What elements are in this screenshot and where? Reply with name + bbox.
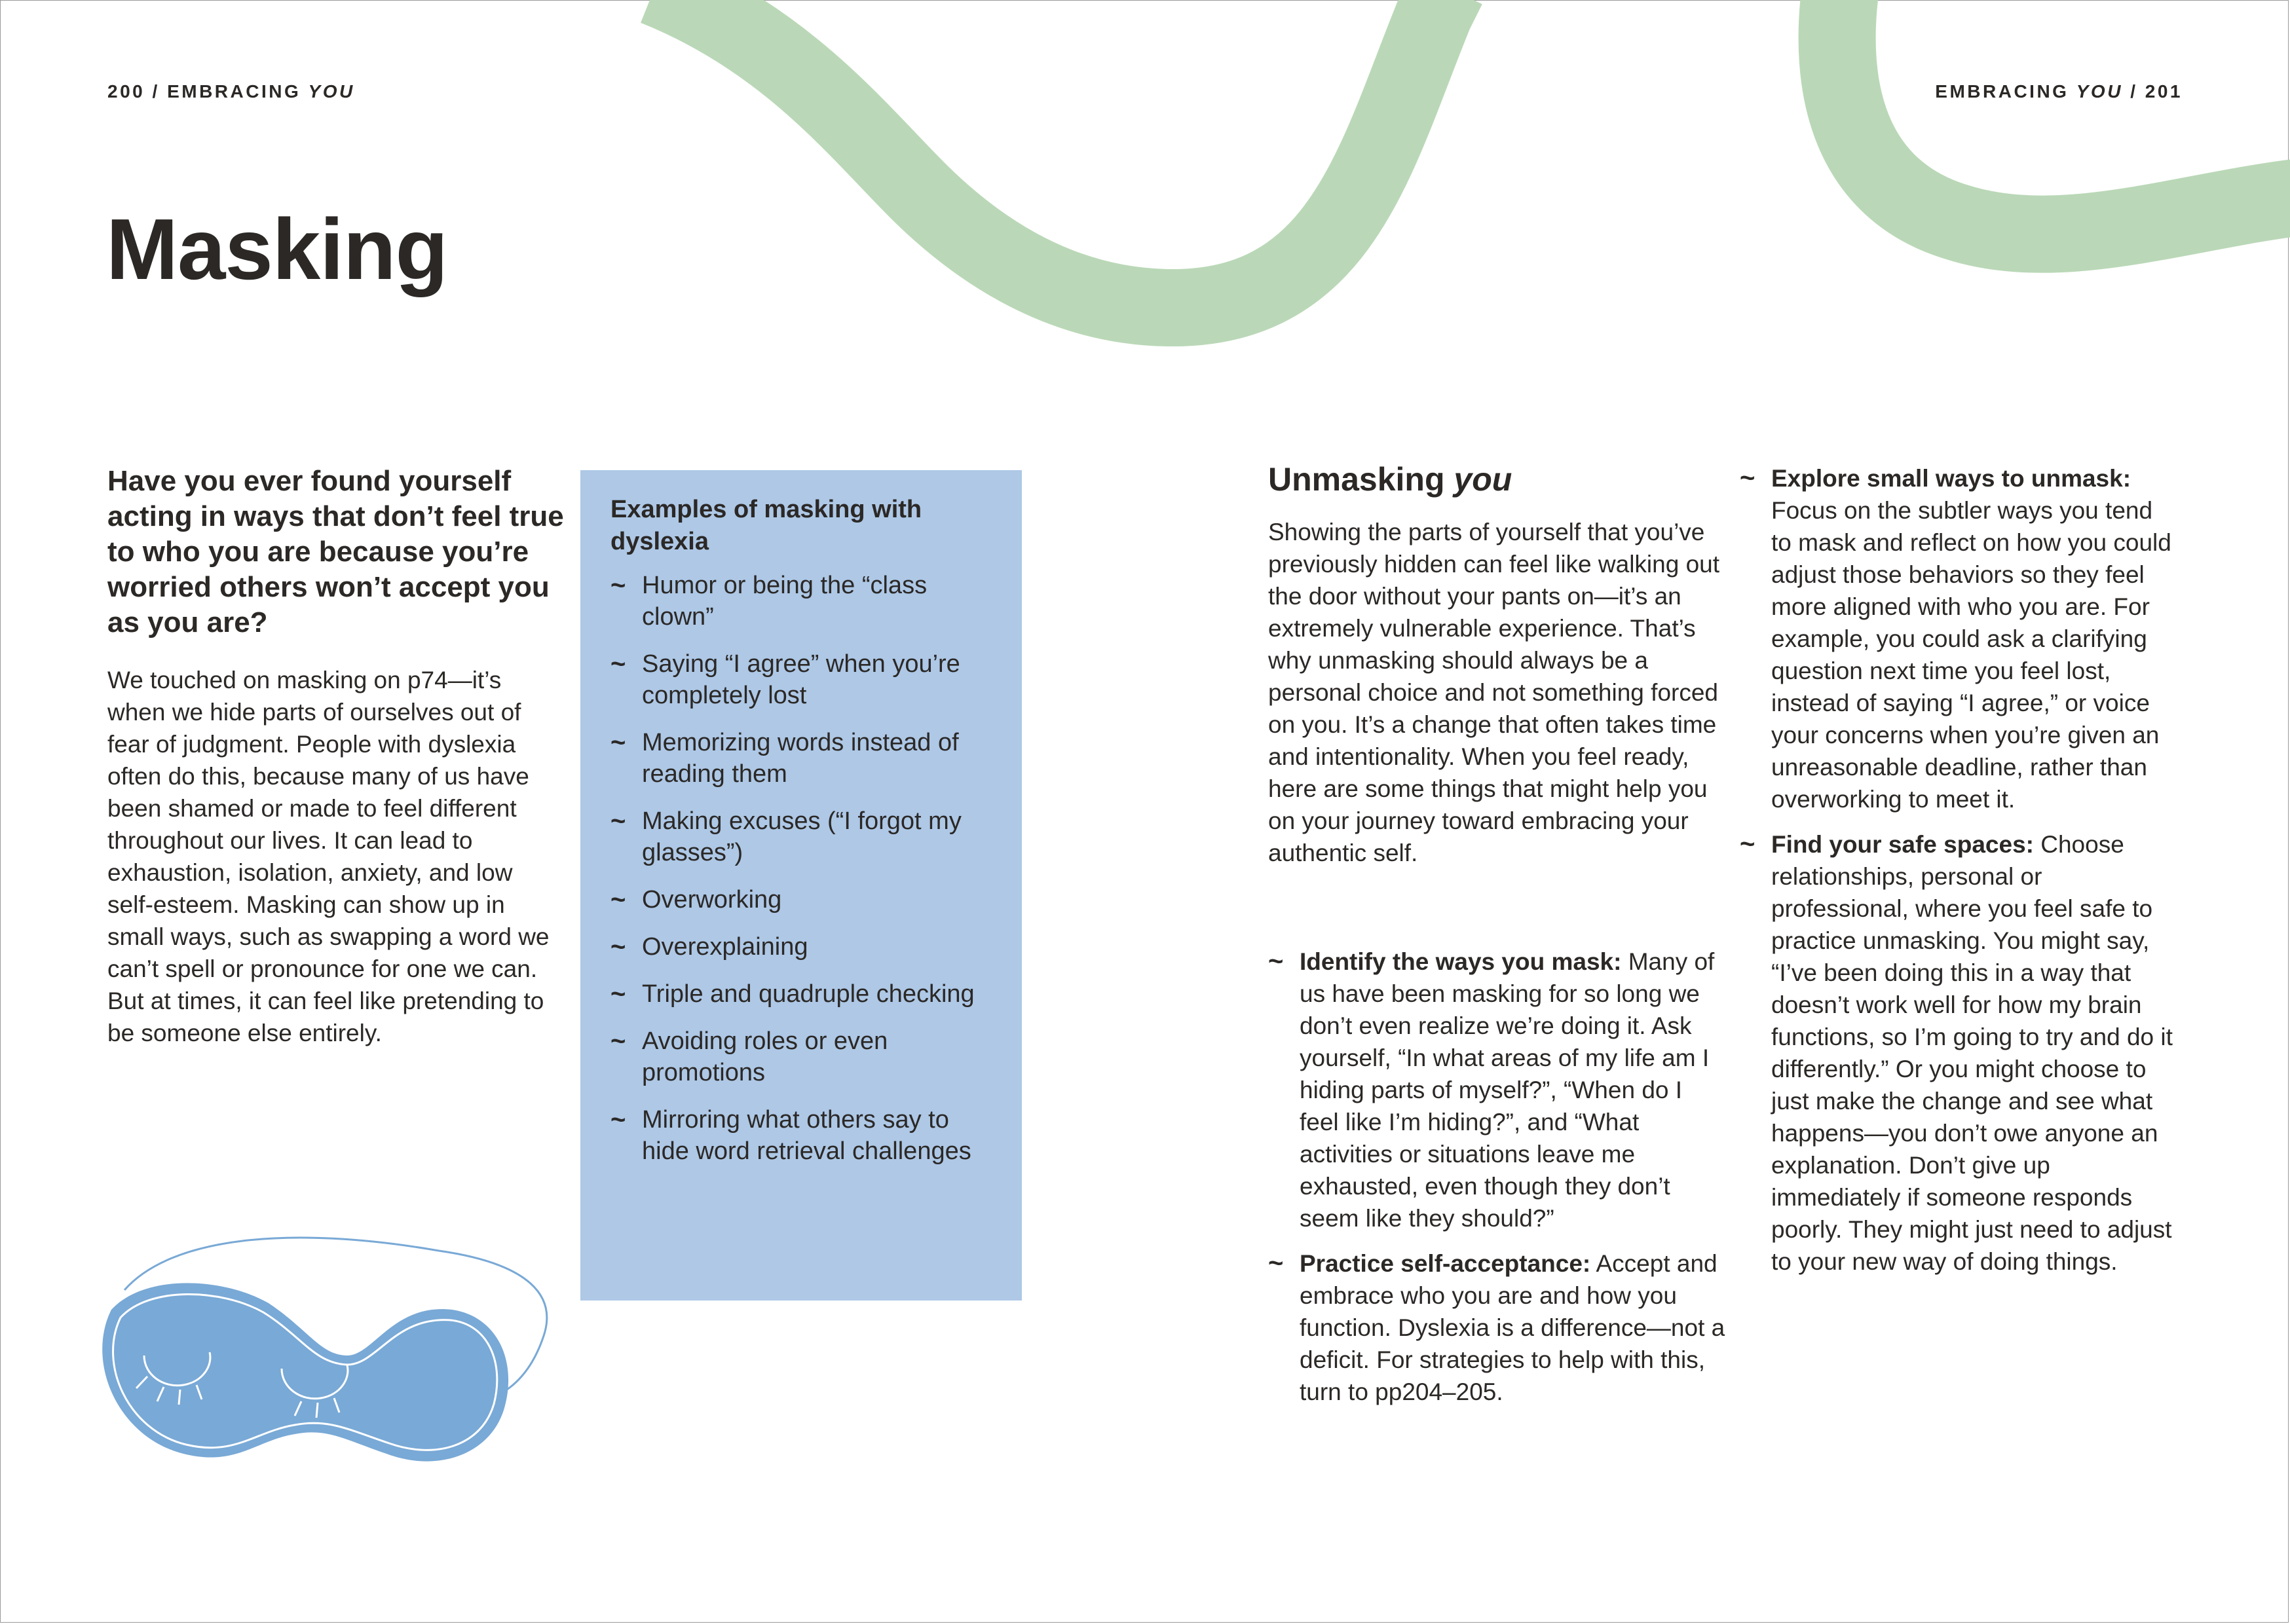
examples-list: [610, 570, 992, 1167]
section-label-left: EMBRACING: [167, 81, 301, 101]
intro-paragraph: We touched on masking on p74—it’s when we hide parts of ourselves out of fear of judgment. People with dyslexia often do this, because many of us have been shamed or made to feel different throughout our lives. It can lead to exhaustion, isolation, anxiety, and low self-esteem. Masking can show up in small ways, such as swapping a word we can’t spell or pronounce for one we can. But at times, it can feel like pretending to be someone else entirely.: [107, 667, 550, 1046]
tilde-bullet: ~: [610, 807, 626, 836]
tip-item: [1268, 946, 1727, 1234]
examples-box: [580, 470, 1022, 1301]
list-item-text: Humor or being the “class clown”: [642, 572, 928, 631]
list-item-text: Triple and quadruple checking: [642, 980, 975, 1008]
tilde-bullet: ~: [610, 1105, 626, 1134]
list-item: [610, 1104, 992, 1167]
tip-lead: Find your safe spaces:: [1771, 831, 2034, 858]
tilde-bullet: ~: [610, 1027, 626, 1056]
unmasking-tips-list: [1268, 946, 1727, 1421]
unmasking-heading-text: Unmasking: [1268, 461, 1445, 498]
tilde-bullet: ~: [610, 728, 626, 757]
tilde-bullet: ~: [1740, 830, 1755, 858]
list-item-text: Overworking: [642, 886, 782, 913]
list-item: [610, 978, 992, 1010]
tilde-bullet: ~: [610, 932, 626, 961]
sleep-mask-icon: [72, 1211, 557, 1526]
unmasking-paragraph: Showing the parts of yourself that you’ve previously hidden can feel like walking out the door without your pants on—it’s an extremely vulnerable experience. That’s why unmasking should always be a personal choice and not something forced on you. It’s a change that often takes time and intentionality. When you feel ready, here are some things that might help you on your journey toward embracing your authentic self.: [1268, 519, 1720, 866]
list-item-text: Memorizing words instead of reading them: [642, 729, 959, 788]
list-item-text: Making excuses (“I forgot my glasses”): [642, 807, 962, 866]
unmasking-heading-italic: you: [1454, 461, 1512, 498]
tip-text: Choose relationships, personal or professional, where you feel safe to practice unmasking. You might say, “I’ve been doing this in a way that doesn’t work well for how my brain functions, so I’m going to try and do it differently.” Or you might choose to just make the change and see what happens—you don’t owe anyone an explanation. Don’t give up immediately if someone responds poorly. They might just need to adjust to your new way of doing things.: [1771, 831, 2173, 1275]
tilde-bullet: ~: [610, 571, 626, 600]
list-item: [610, 648, 992, 711]
section-label-left-italic: YOU: [308, 81, 355, 101]
tilde-bullet: ~: [1268, 1249, 1284, 1278]
list-item-text: Mirroring what others say to hide word retrieval challenges: [642, 1106, 971, 1165]
tip-item: [1740, 828, 2177, 1278]
list-item-text: Overexplaining: [642, 933, 808, 961]
list-item-text: Saying “I agree” when you’re completely lost: [642, 650, 960, 709]
tip-lead: Explore small ways to unmask:: [1771, 465, 2131, 492]
list-item: [610, 727, 992, 790]
unmasking-tips-list-continued: [1740, 462, 2177, 1291]
tip-item: [1268, 1247, 1727, 1408]
list-item: [610, 805, 992, 868]
intro-question: Have you ever found yourself acting in ways that don’t feel true to who you are because you’re worried others won’t accept you as you are?: [107, 465, 564, 638]
page-number-right: 201: [2145, 81, 2183, 101]
running-header-left: 200 / EMBRACING YOU: [107, 81, 355, 101]
tip-text: Focus on the subtler ways you tend to mask and reflect on how you could adjust those behaviors so they feel more aligned with who you are. For example, you could ask a clarifying question next time you feel lost, instead of saying “I agree,” or voice your concerns when you’re given an unreasonable deadline, rather than overworking to meet it.: [1771, 497, 2171, 813]
list-item: [610, 1025, 992, 1088]
tip-item: [1740, 462, 2177, 815]
section-label-right: EMBRACING: [1935, 81, 2069, 101]
list-item: [610, 931, 992, 963]
list-item: [610, 884, 992, 915]
section-label-right-italic: YOU: [2076, 81, 2123, 101]
page-title: Masking: [106, 201, 448, 297]
tip-text: Many of us have been masking for so long we don’t even realize we’re doing it. Ask yourself, “In what areas of my life am I hiding parts of myself?”, “When do I feel like I’m hiding?”, and “What activities or situations leave me exhausted, even though they don’t seem like they should?”: [1300, 948, 1715, 1232]
tip-lead: Practice self-acceptance:: [1300, 1250, 1591, 1277]
tilde-bullet: ~: [1268, 947, 1284, 976]
tip-lead: Identify the ways you mask:: [1300, 948, 1622, 975]
unmasking-heading: [1268, 458, 1512, 500]
list-item: [610, 570, 992, 633]
tilde-bullet: ~: [610, 650, 626, 678]
tilde-bullet: ~: [610, 980, 626, 1008]
examples-title: Examples of masking with dyslexia: [610, 496, 922, 555]
tilde-bullet: ~: [610, 885, 626, 914]
running-header-right: EMBRACING YOU / 201: [1935, 81, 2183, 101]
tip-text: Accept and embrace who you are and how you function. Dyslexia is a difference—not a deficit. For strategies to help with this, turn to pp204–205.: [1300, 1250, 1725, 1405]
page-number-left: 200: [107, 81, 145, 101]
list-item-text: Avoiding roles or even promotions: [642, 1027, 888, 1086]
tilde-bullet: ~: [1740, 464, 1755, 492]
